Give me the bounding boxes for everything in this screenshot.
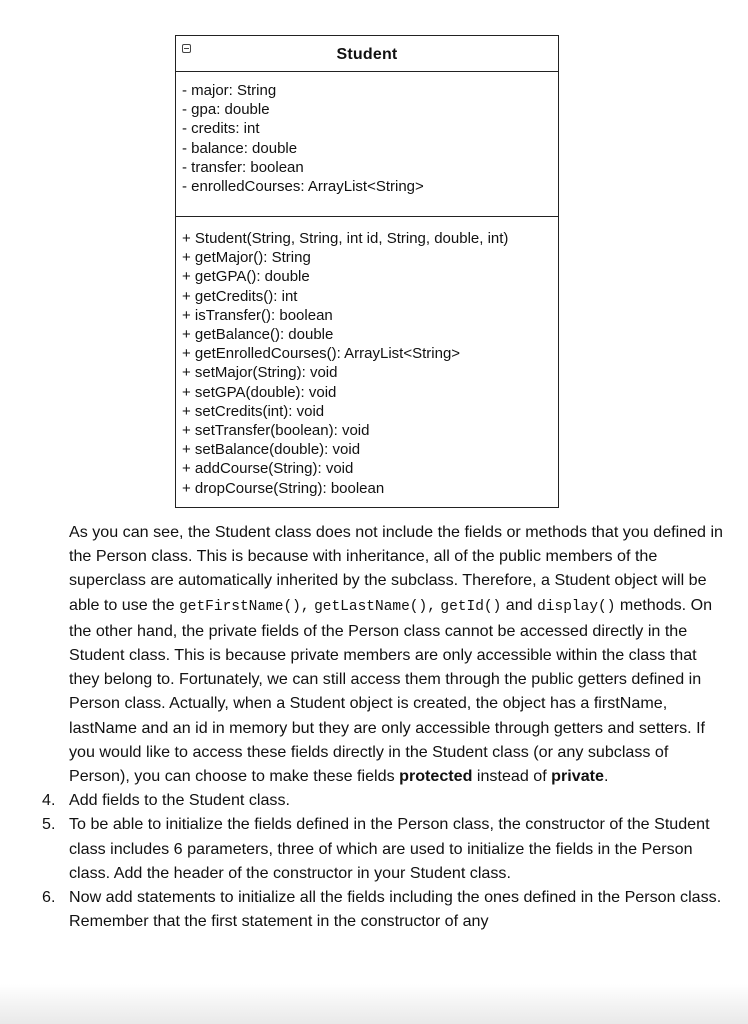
uml-field: - enrolledCourses: ArrayList<String>: [182, 178, 424, 196]
uml-method: + setCredits(int): void: [182, 402, 325, 420]
uml-methods-section: [176, 217, 558, 498]
uml-field: - transfer: boolean: [182, 158, 304, 176]
list-text: To be able to initialize the fields defined in the Person class, the constructor of the Student class includes 6 parameters, three of which are used to initialize the fields in the Person class. Add the header of the constructor in your Student class.: [69, 815, 710, 882]
uml-method: + setMajor(String): void: [182, 364, 338, 382]
explanation-paragraph: [69, 520, 729, 788]
uml-fields-section: [176, 72, 558, 217]
uml-method: + setTransfer(boolean): void: [182, 422, 370, 440]
code-display: display(): [537, 598, 616, 615]
bottom-fade: [0, 984, 748, 1024]
uml-method: + addCourse(String): void: [182, 460, 354, 478]
uml-method: + getEnrolledCourses(): ArrayList<String>: [182, 345, 461, 363]
document-body: [42, 520, 729, 933]
uml-method: + dropCourse(String): boolean: [182, 479, 385, 497]
list-text: Now add statements to initialize all the fields including the ones defined in the Person class. Remember that the first statement in the constructor of any: [69, 888, 722, 931]
keyword-protected: protected: [399, 767, 473, 786]
paragraph-text: .: [603, 767, 609, 786]
uml-method: + getBalance(): double: [182, 326, 334, 344]
uml-class-header: [176, 36, 558, 72]
list-item: [42, 788, 729, 812]
uml-method: + getMajor(): String: [182, 249, 311, 267]
uml-field: - gpa: double: [182, 101, 270, 119]
list-number: 6.: [42, 888, 56, 907]
uml-method: + getCredits(): int: [182, 287, 298, 305]
uml-method: + isTransfer(): boolean: [182, 306, 333, 324]
list-text: Add fields to the Student class.: [69, 791, 290, 810]
code-getlastname: getLastName(),: [314, 598, 436, 615]
uml-method: + setBalance(double): void: [182, 441, 361, 459]
list-item: [42, 885, 729, 933]
uml-method: + getGPA(): double: [182, 268, 310, 286]
uml-class-diagram: [175, 35, 559, 508]
uml-field: - credits: int: [182, 120, 260, 138]
paragraph-text: As you can see, the Student class does not include the fields or methods that you defined in the Person class. This is because with inheritance, all of the public members of the superclass are automatically inherited by the subclass. Therefore, a Student object will be able to use the: [69, 523, 723, 614]
list-number: 4.: [42, 791, 56, 810]
paragraph-text: methods. On the other hand, the private fields of the Person class cannot be accessed directly in the Student class. This is because private members are only accessible within the class that they belong to. Fortunately, we can still access them through the public getters defined in Person class. Actually, when a Student object is created, the object has a firstName, lastName and an id in memory but they are only accessible through getters and setters. If you would like to access these fields directly in the Student class (or any subclass of Person), you can choose to make these fields: [69, 595, 713, 786]
code-getfirstname: getFirstName(),: [179, 598, 310, 615]
list-item: [42, 812, 729, 885]
code-getid: getId(): [440, 598, 502, 615]
uml-method: + Student(String, String, int id, String, double, int): [182, 230, 509, 247]
uml-method: + setGPA(double): void: [182, 383, 337, 401]
keyword-private: private: [551, 767, 604, 786]
uml-field: - balance: double: [182, 139, 298, 157]
paragraph-text: instead of: [472, 767, 552, 786]
uml-field: - major: String: [182, 82, 277, 99]
uml-class-name: Student: [336, 46, 398, 63]
paragraph-text: and: [501, 595, 538, 614]
list-number: 5.: [42, 815, 56, 834]
